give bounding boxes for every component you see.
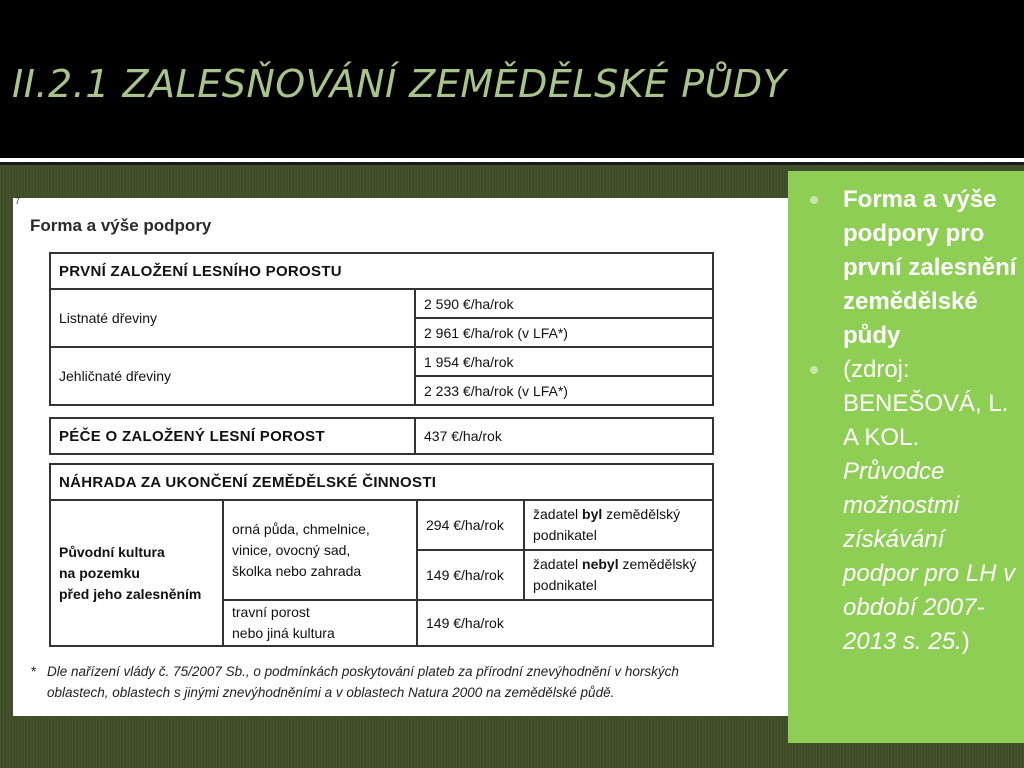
crop-line: vinice, ovocný sad,	[232, 541, 351, 558]
table-cell: 437 €/ha/rok	[415, 418, 713, 454]
crop-line: školka nebo zahrada	[232, 562, 362, 579]
emphasis: byl	[582, 506, 603, 522]
page-mark: 7	[15, 196, 21, 206]
slide-title: II.2.1 ZALESŇOVÁNÍ ZEMĚDĚLSKÉ PŮDY	[12, 62, 787, 106]
table-cell: 1 954 €/ha/rok	[415, 347, 713, 376]
crop-line: travní porost	[232, 604, 310, 620]
crop-line: nebo jiná kultura	[232, 625, 335, 641]
care-table	[49, 417, 714, 455]
table-header: NÁHRADA ZA UKONČENÍ ZEMĚDĚLSKÉ ČINNOSTI	[50, 464, 713, 500]
table-cell: 2 590 €/ha/rok	[415, 289, 713, 318]
first-planting-table	[49, 252, 714, 406]
row-label-line: před jeho zalesněním	[59, 585, 202, 602]
row-label-line: na pozemku	[59, 564, 140, 581]
crop-type-cell	[223, 500, 417, 600]
divider-shadow	[0, 162, 1024, 165]
row-label: Listnaté dřeviny	[50, 289, 415, 347]
source-suffix: )	[961, 628, 970, 655]
table-header: PÉČE O ZALOŽENÝ LESNÍ POROST	[50, 418, 415, 454]
bullet-icon	[810, 196, 818, 204]
compensation-table	[49, 463, 714, 647]
bullet-list	[788, 183, 1018, 659]
row-label: Jehličnaté dřeviny	[50, 347, 415, 405]
crop-line: orná půda, chmelnice,	[232, 520, 370, 537]
title-bar	[0, 0, 1024, 158]
table-cell: 149 €/ha/rok	[417, 600, 713, 646]
table-cell: 2 233 €/ha/rok (v LFA*)	[415, 376, 713, 405]
list-item	[788, 353, 1018, 659]
table-cell: 149 €/ha/rok	[417, 550, 524, 600]
row-label-line: Původní kultura	[59, 543, 165, 560]
footnote	[31, 661, 771, 703]
table-cell: 2 961 €/ha/rok (v LFA*)	[415, 318, 713, 347]
bullet-icon	[810, 366, 818, 374]
applicant-note: žadatel nebyl zemědělský podnikatel	[524, 550, 713, 600]
support-table-image	[13, 198, 788, 716]
list-item	[788, 183, 1018, 353]
panel-heading: Forma a výše podpory	[30, 216, 212, 235]
applicant-note: žadatel byl zemědělský podnikatel	[524, 500, 713, 550]
footnote-line: Dle nařízení vlády č. 75/2007 Sb., o podmínkách poskytování plateb za přírodní znevýhodnění v horských	[47, 664, 679, 679]
table-header: PRVNÍ ZALOŽENÍ LESNÍHO POROSTU	[50, 253, 713, 289]
row-label	[50, 500, 223, 646]
side-panel	[788, 171, 1024, 743]
footnote-line: oblastech, oblastech s jinými znevýhodněními a v oblastech Natura 2000 na zemědělské půdě.	[47, 685, 615, 700]
emphasis: nebyl	[582, 556, 619, 572]
source-prefix: (zdroj: BENEŠOVÁ, L. A KOL.	[843, 356, 1009, 451]
bullet-text: Forma a výše podpory pro první zalesnění zemědělské půdy	[843, 186, 1017, 349]
footnote-star: *	[31, 664, 37, 679]
crop-type-cell	[223, 600, 417, 646]
source-title: Průvodce možnostmi získávání podpor pro LH v období 2007-2013 s. 25.	[843, 458, 1016, 655]
table-cell: 294 €/ha/rok	[417, 500, 524, 550]
